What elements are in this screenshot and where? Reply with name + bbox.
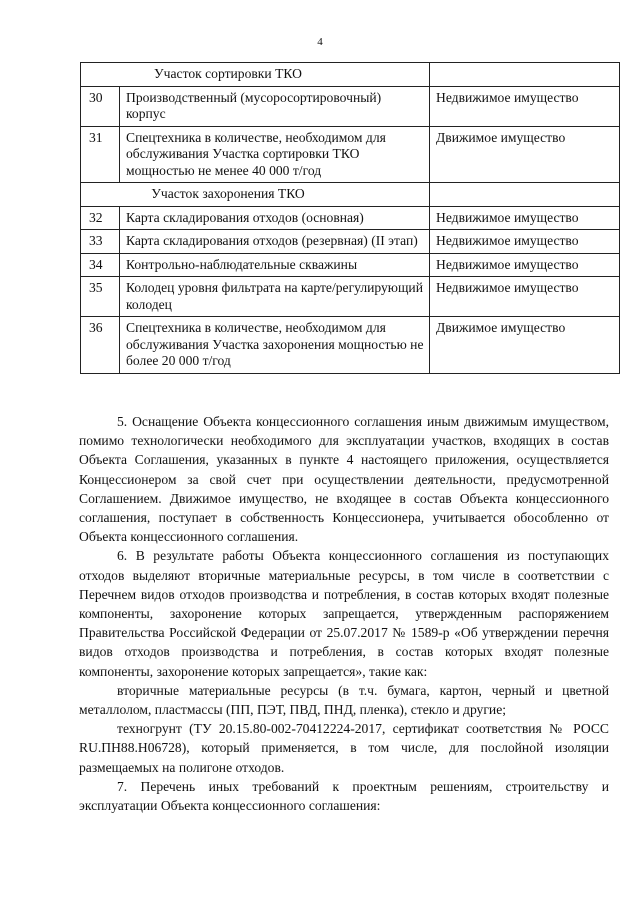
table-row bbox=[81, 86, 620, 126]
document-body bbox=[79, 412, 609, 815]
row-number: 34 bbox=[81, 253, 120, 277]
table-row bbox=[81, 277, 620, 317]
paragraph-6-item-technosoil: техногрунт (ТУ 20.15.80-002-70412224-2017, сертификат соответствия № РОСС RU.ПН88.Н06728), который применяется, в том числе, для послойной изоляции размещаемых на полигоне отходов. bbox=[79, 721, 609, 775]
row-name: Карта складирования отходов (резервная) (II этап) bbox=[120, 230, 430, 254]
row-number: 30 bbox=[81, 86, 120, 126]
property-table bbox=[80, 62, 620, 374]
row-number: 32 bbox=[81, 206, 120, 230]
row-name: Контрольно-наблюдательные скважины bbox=[120, 253, 430, 277]
row-property-type: Движимое имущество bbox=[430, 317, 620, 374]
row-name: Производственный (мусоросортировочный) корпус bbox=[120, 86, 430, 126]
row-name: Карта складирования отходов (основная) bbox=[120, 206, 430, 230]
section-empty-cell bbox=[430, 63, 620, 87]
paragraph-7: 7. Перечень иных требований к проектным решениям, строительству и эксплуатации Объекта концессионного соглашения: bbox=[79, 778, 609, 814]
paragraph-6-item-secondary-resources: вторичные материальные ресурсы (в т.ч. бумага, картон, черный и цветной металлолом, пластмассы (ПП, ПЭТ, ПВД, ПНД, пленка), стекло и другие; bbox=[79, 682, 609, 718]
paragraph-6: 6. В результате работы Объекта концессионного соглашения из поступающих отходов выделяют вторичные материальные ресурсы, в том числе в соответствии с Перечнем видов отходов производства и потребления, в состав которых входят полезные компоненты, захоронение которых запрещается, утвержденным распоряжением Правительства Российской Федерации от 25.07.2017 № 1589-р «Об утверждении перечня видов отходов производства и потребления, в состав которых входят полезные компоненты, захоронение которых запрещается», такие как: bbox=[79, 548, 609, 679]
row-property-type: Недвижимое имущество bbox=[430, 253, 620, 277]
row-name: Спецтехника в количестве, необходимом для обслуживания Участка сортировки ТКО мощностью не менее 40 000 т/год bbox=[120, 126, 430, 183]
page-number: 4 bbox=[317, 36, 323, 48]
section-title: Участок сортировки ТКО bbox=[81, 63, 430, 87]
paragraph-5: 5. Оснащение Объекта концессионного соглашения иным движимым имуществом, помимо технологически необходимого для эксплуатации участков, входящих в состав Объекта Соглашения, указанных в пункте 4 настоящего приложения, осуществляется Концессионером за свой счет при осуществлении деятельности, предусмотренной Соглашением. Движимое имущество, не входящее в состав Объекта концессионного соглашения, поступает в собственность Концессионера, учитывается обособленно от Объекта концессионного соглашения. bbox=[79, 414, 609, 545]
table-row bbox=[81, 317, 620, 374]
row-property-type: Недвижимое имущество bbox=[430, 277, 620, 317]
table-row bbox=[81, 253, 620, 277]
row-property-type: Недвижимое имущество bbox=[430, 86, 620, 126]
row-number: 35 bbox=[81, 277, 120, 317]
row-number: 33 bbox=[81, 230, 120, 254]
row-name: Колодец уровня фильтрата на карте/регулирующий колодец bbox=[120, 277, 430, 317]
section-header-row bbox=[81, 63, 620, 87]
row-property-type: Недвижимое имущество bbox=[430, 206, 620, 230]
section-title: Участок захоронения ТКО bbox=[81, 183, 430, 207]
row-property-type: Движимое имущество bbox=[430, 126, 620, 183]
table-row bbox=[81, 230, 620, 254]
section-header-row bbox=[81, 183, 620, 207]
row-number: 36 bbox=[81, 317, 120, 374]
table-row bbox=[81, 206, 620, 230]
section-empty-cell bbox=[430, 183, 620, 207]
table-row bbox=[81, 126, 620, 183]
row-number: 31 bbox=[81, 126, 120, 183]
row-property-type: Недвижимое имущество bbox=[430, 230, 620, 254]
row-name: Спецтехника в количестве, необходимом для обслуживания Участка захоронения мощностью не более 20 000 т/год bbox=[120, 317, 430, 374]
